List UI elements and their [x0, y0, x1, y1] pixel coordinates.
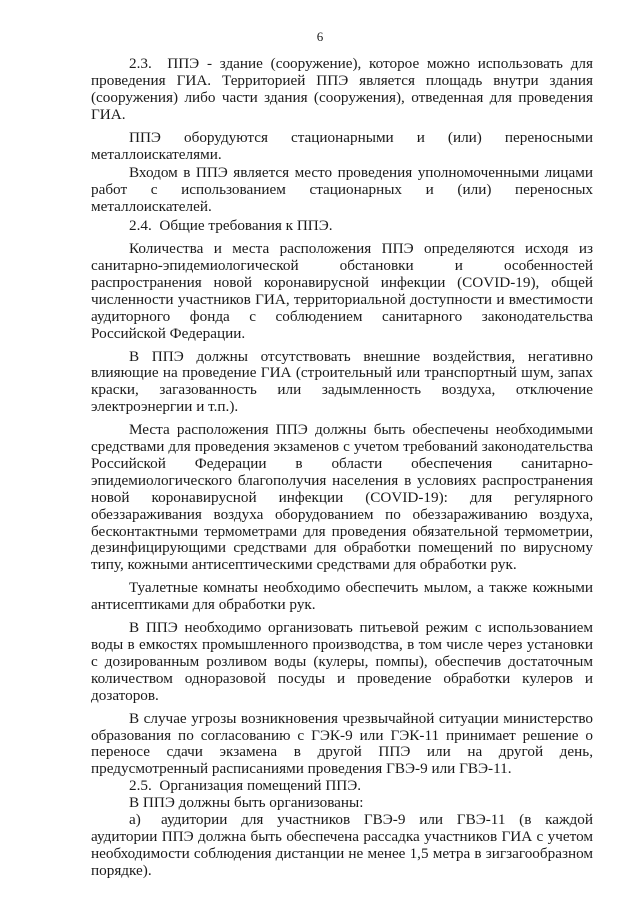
- section-heading-2-5: 2.5. Организация помещений ППЭ.: [129, 777, 362, 795]
- paragraph-entrance: Входом в ППЭ является место проведения уполномоченными лицами работ с использованием стационарных и (или) переносных металлоискателей.: [91, 164, 593, 216]
- list-marker: а): [129, 811, 141, 829]
- paragraph-organized: В ППЭ должны быть организованы:: [129, 794, 364, 812]
- paragraph-external-impacts: В ППЭ должны отсутствовать внешние воздействия, негативно влияющие на проведение ГИА (строительный или транспортный шум, запах краски, загазованность или задымленность воздуха, отключение электроэнергии и т.п.).: [91, 347, 593, 416]
- list-item-text: аудитории для участников ГВЭ-9 или ГВЭ-11 (в каждой аудитории ППЭ должна быть обеспечена рассадка участников ГИА с учетом необходимости соблюдения дистанции не менее 1,5 метра в зигзагообразном порядке).: [91, 811, 593, 879]
- paragraph-2-3: 2.3. ППЭ - здание (сооружение), которое можно использовать для проведения ГИА. Территорией ППЭ является площадь внутри здания (сооружения) либо части здания (сооружения), отведенная для проведения ГИА.: [91, 55, 593, 123]
- page-number: 6: [316, 29, 324, 44]
- paragraph-sanitary-means: Места расположения ППЭ должны быть обеспечены необходимыми средствами для проведения экзаменов с учетом требований законодательства Российской Федерации в области обеспечения санитарно-эпидемиологического благополучия населения в условиях распространения новой коронавирусной инфекции (COVID-19): для регулярного обеззараживания воздуха оборудованием по обеззараживанию воздуха, бесконтактными термометрами для проведения обязательной термометрии, дезинфицирующими средствами для обработки помещений по вирусному типу, кожными антисептическими средствами для обработки рук.: [91, 421, 593, 574]
- list-item-a: [91, 812, 593, 880]
- paragraph-metal-detectors: ППЭ оборудуются стационарными и (или) переносными металлоискателями.: [91, 128, 593, 163]
- paragraph-emergency: В случае угрозы возникновения чрезвычайной ситуации министерство образования по согласованию с ГЭК-9 или ГЭК-11 принимает решение о переносе сдачи экзамена в другой ППЭ или на другой день, предусмотренный расписаниями проведения ГВЭ-9 или ГВЭ-11.: [91, 709, 593, 778]
- paragraph-toilets: Туалетные комнаты необходимо обеспечить мылом, а также кожными антисептиками для обработки рук.: [91, 579, 593, 614]
- paragraph-drinking-regime: В ППЭ необходимо организовать питьевой режим с использованием воды в емкостях промышленного производства, в том числе через установки с дозированным розливом воды (кулеры, помпы), обеспечив достаточным количеством одноразовой посуды и проведение обработки кулеров и дозаторов.: [91, 619, 593, 704]
- section-heading-2-4: 2.4. Общие требования к ППЭ.: [129, 217, 333, 235]
- paragraph-quantity-location: Количества и места расположения ППЭ определяются исходя из санитарно-эпидемиологической обстановки и особенностей распространения новой коронавирусной инфекции (COVID-19), общей численности участников ГИА, территориальной доступности и вместимости аудиторного фонда с соблюдением санитарного законодательства Российской Федерации.: [91, 240, 593, 342]
- document-body: [91, 56, 593, 880]
